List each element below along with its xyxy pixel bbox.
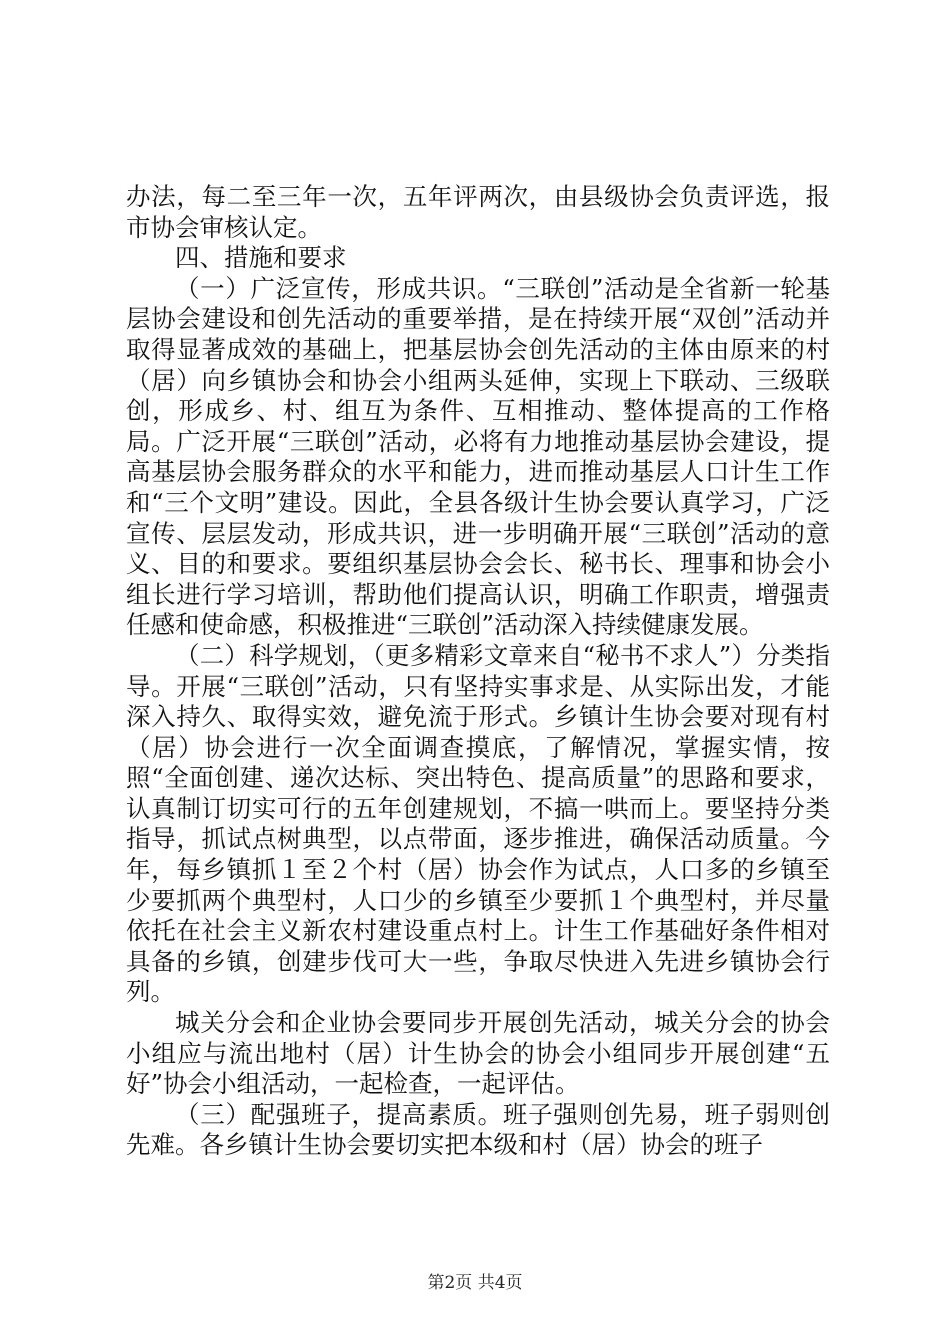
paragraph-planning: （二）科学规划，（更多精彩文章来自“秘书不求人”）分类指导。开展“三联创”活动，只有坚持实事求是、从实际出发，才能深入持久、取得实效，避免流于形式。乡镇计生协会要对现有村（居）协会进行一次全面调查摸底，了解情况，掌握实情，按照“全面创建、递次达标、突出特色、提高质量”的思路和要求，认真制订切实可行的五年创建规划，不搞一哄而上。要坚持分类指导，抓试点树典型，以点带面，逐步推进，确保活动质量。今年，每乡镇抓１至２个村（居）协会作为试点，人口多的乡镇至少要抓两个典型村，人口少的乡镇至少要抓１个典型村，并尽量依托在社会主义新农村建设重点村上。计生工作基础好条件相对具备的乡镇，创建步伐可大一些，争取尽快进入先进乡镇协会行列。: [126, 640, 830, 1007]
paragraph-urban-branch: 城关分会和企业协会要同步开展创先活动，城关分会的协会小组应与流出地村（居）计生协会的协会小组同步开展创建“五好”协会小组活动，一起检查，一起评估。: [126, 1008, 830, 1099]
paragraph-continuation: 办法，每二至三年一次，五年评两次，由县级协会负责评选，报市协会审核认定。: [126, 182, 830, 242]
document-body: [126, 182, 830, 1161]
page-number-footer: 第2页 共4页: [427, 1273, 523, 1293]
section-heading: 四、措施和要求: [175, 243, 347, 273]
paragraph-leadership: （三）配强班子，提高素质。班子强则创先易，班子弱则创先难。各乡镇计生协会要切实把本级和村（居）协会的班子: [126, 1099, 830, 1160]
paragraph-publicity: （一）广泛宣传，形成共识。“三联创”活动是全省新一轮基层协会建设和创先活动的重要举措，是在持续开展“双创”活动并取得显著成效的基础上，把基层协会创先活动的主体由原来的村（居）向乡镇协会和协会小组两头延伸，实现上下联动、三级联创，形成乡、村、组互为条件、互相推动、整体提高的工作格局。广泛开展“三联创”活动，必将有力地推动基层协会建设，提高基层协会服务群众的水平和能力，进而推动基层人口计生工作和“三个文明”建设。因此，全县各级计生协会要认真学习，广泛宣传、层层发动，形成共识，进一步明确开展“三联创”活动的意义、目的和要求。要组织基层协会会长、秘书长、理事和协会小组长进行学习培训，帮助他们提高认识，明确工作职责，增强责任感和使命感，积极推进“三联创”活动深入持续健康发展。: [126, 273, 830, 640]
